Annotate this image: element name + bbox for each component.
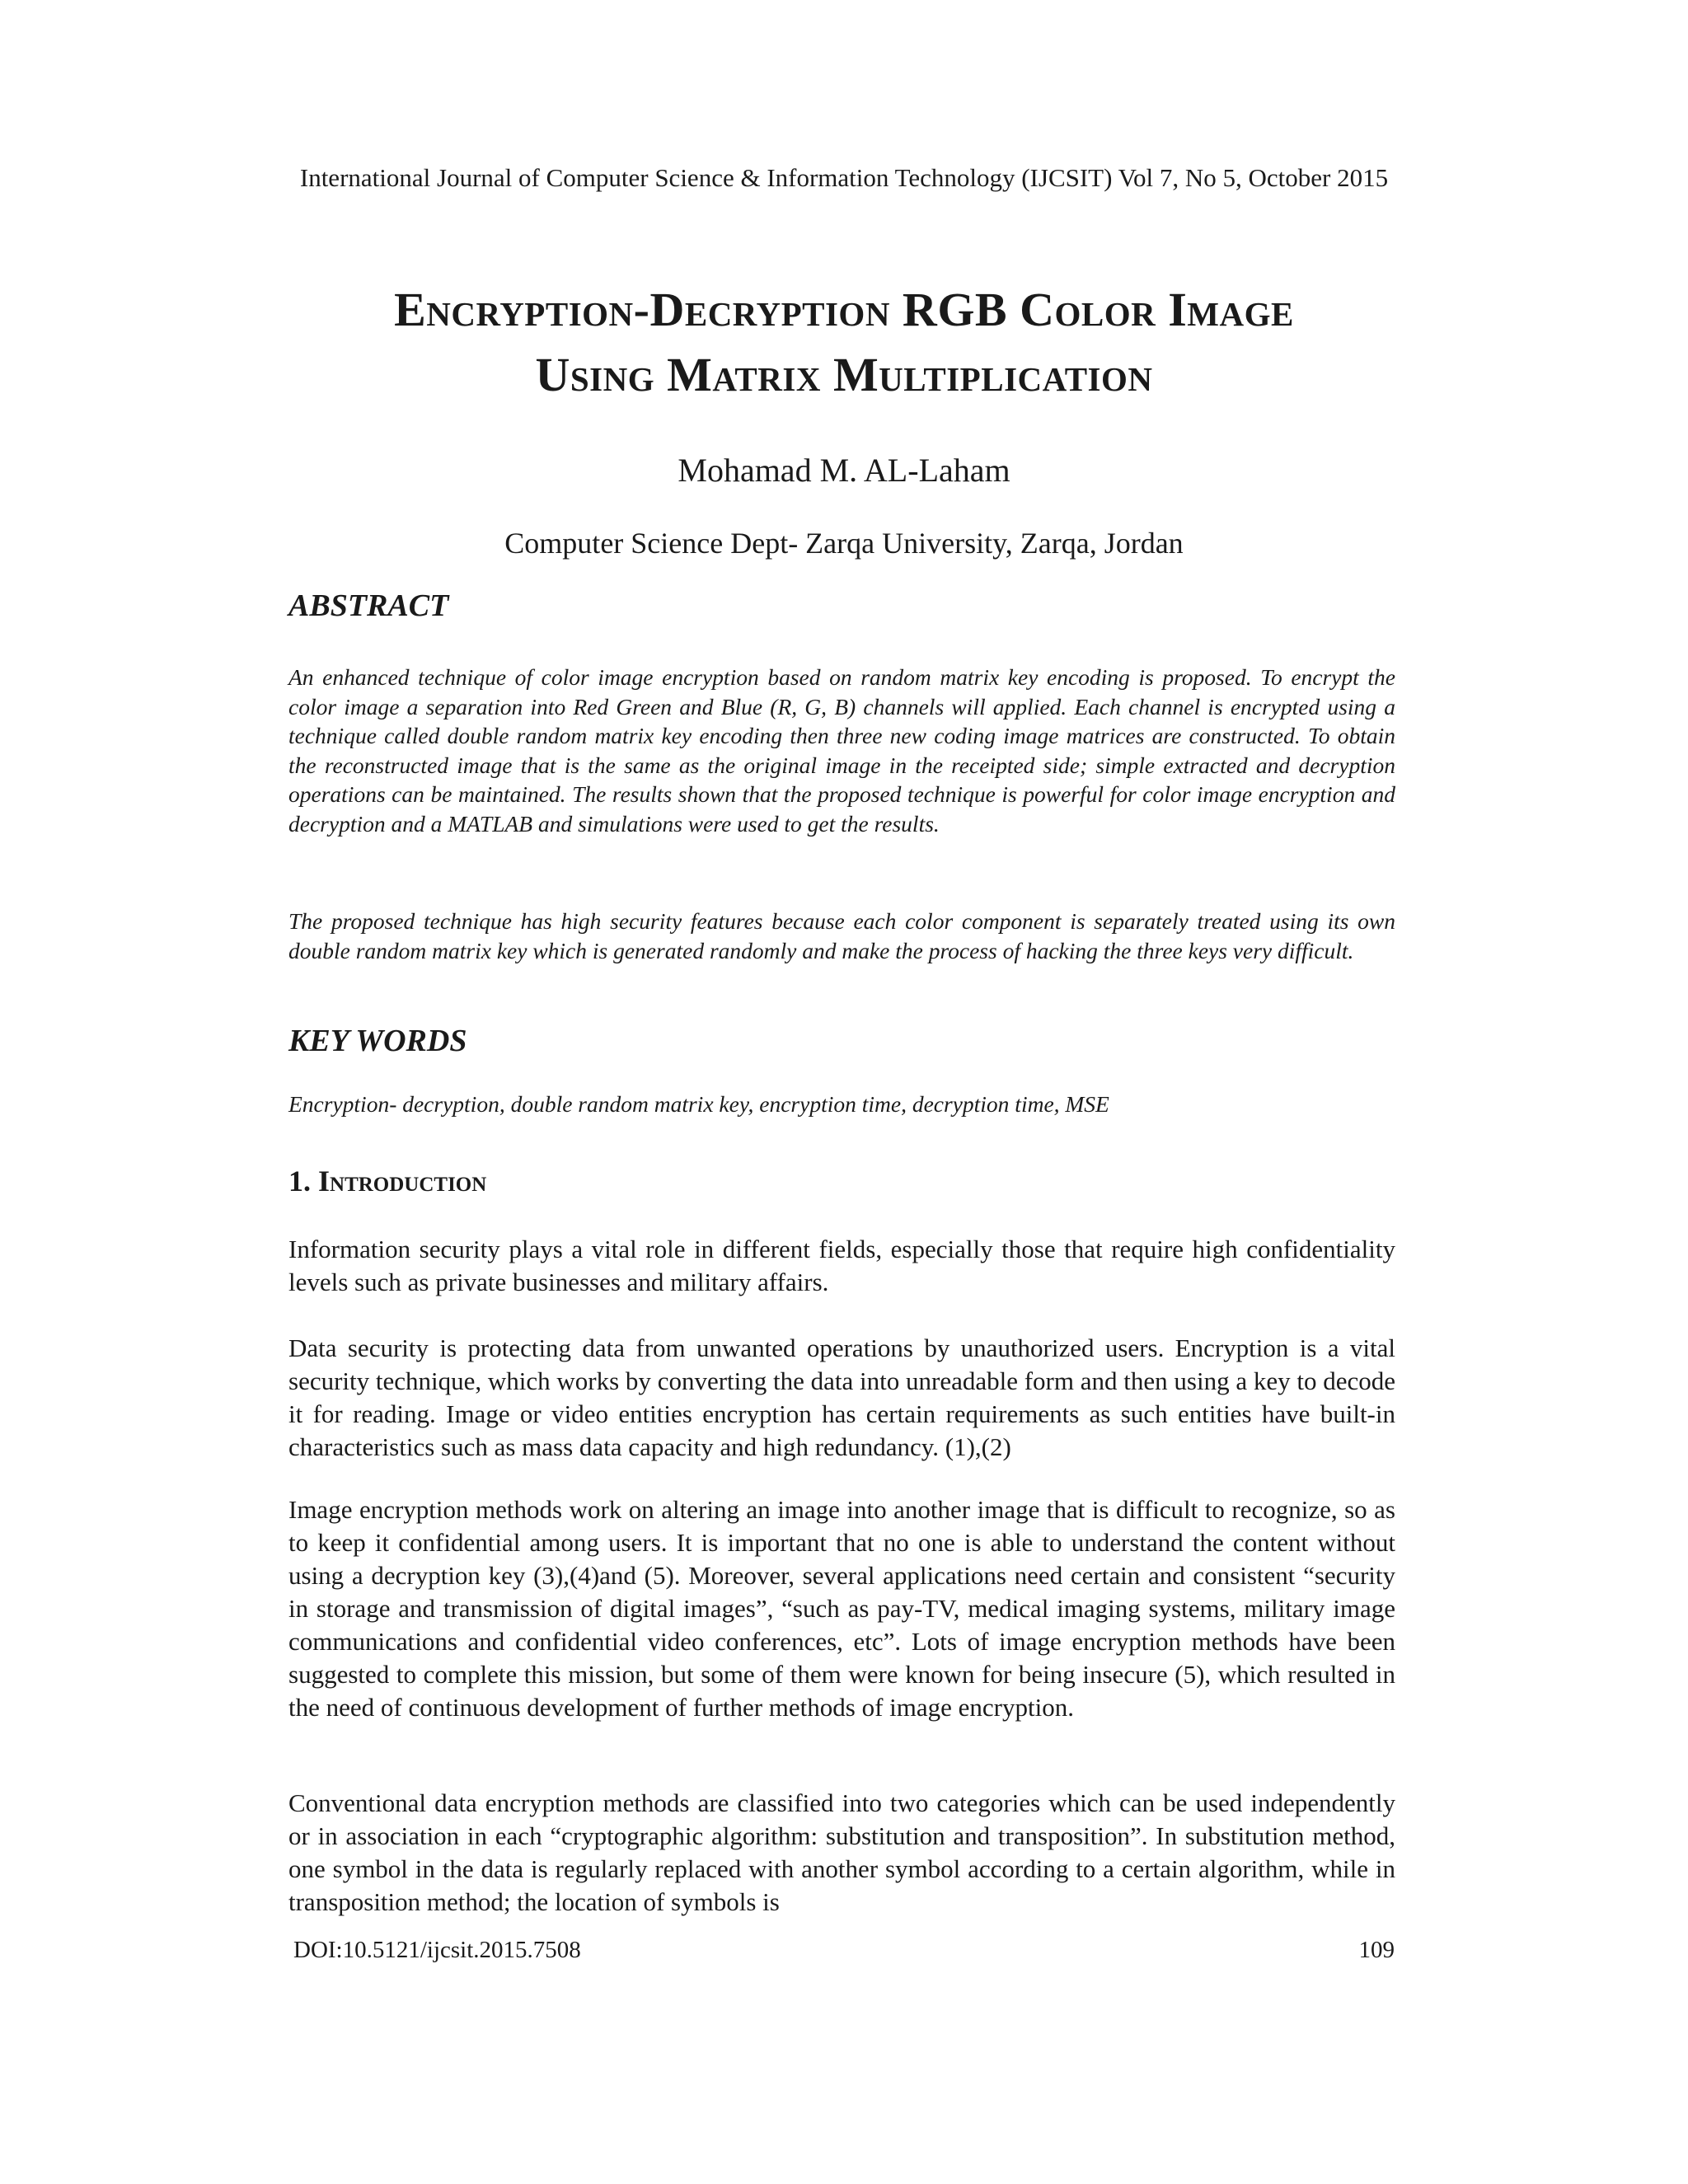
abstract-paragraph-1: An enhanced technique of color image encryption based on random matrix key encoding is proposed. To encrypt the color image a separation into Red Green and Blue (R, G, B) channels will applied. Each channel is encrypted using a technique called double random matrix key encoding then three new coding image matrices are constructed. To obtain the reconstructed image that is the same as the original image in the receipted side; simple extracted and decryption operations can be maintained. The results shown that the proposed technique is powerful for color image encryption and decryption and a MATLAB and simulations were used to get the results.: [288, 664, 1395, 837]
intro-paragraph-1: Information security plays a vital role in different fields, especially those that require high confidentiality levels such as private businesses and military affairs.: [288, 1235, 1395, 1296]
page-number: 109: [1358, 1937, 1395, 1963]
section-number: 1.: [288, 1165, 311, 1197]
intro-paragraph-2: Data security is protecting data from unwanted operations by unauthorized users. Encryption is a vital security technique, which works by converting the data into unreadable form and then using a key to decode it for reading. Image or video entities encryption has certain requirements as such entities have built-in characteristics such as mass data capacity and high redundancy. (1),(2): [288, 1333, 1395, 1461]
doi: DOI:10.5121/ijcsit.2015.7508: [293, 1937, 581, 1963]
keywords-heading: KEY WORDS: [288, 1024, 467, 1058]
author-name: Mohamad M. AL-Laham: [678, 452, 1010, 489]
keywords-text: Encryption- decryption, double random matrix key, encryption time, decryption time, MSE: [288, 1091, 1109, 1117]
journal-header: International Journal of Computer Science & Information Technology (IJCSIT) Vol 7, No 5, October 2015: [299, 163, 1389, 192]
abstract-paragraph-2: The proposed technique has high security features because each color component is separately treated using its own double random matrix key which is generated randomly and make the process of hacking the three keys very difficult.: [288, 908, 1395, 963]
author-affiliation: Computer Science Dept- Zarqa University, Zarqa, Jordan: [504, 527, 1184, 560]
intro-paragraph-4: Conventional data encryption methods are classified into two categories which can be used independently or in association in each “cryptographic algorithm: substitution and transposition”. In substitution method, one symbol in the data is regularly replaced with another symbol according to a certain algorithm, while in transposition method; the location of symbols is: [288, 1788, 1395, 1916]
abstract-heading: ABSTRACT: [288, 588, 449, 623]
paper-title: [0, 277, 1688, 407]
intro-paragraph-3: Image encryption methods work on altering an image into another image that is difficult to recognize, so as to keep it confidential among users. It is important that no one is able to understand the content without using a decryption key (3),(4)and (5). Moreover, several applications need certain and consistent “security in storage and transmission of digital images”, “such as pay-TV, medical imaging systems, military image communications and confidential video conferences, etc”. Lots of image encryption methods have been suggested to complete this mission, but some of them were known for being insecure (5), which resulted in the need of continuous development of further methods of image encryption.: [288, 1495, 1395, 1722]
introduction-heading: [288, 1162, 486, 1200]
title-line-2: Using Matrix Multiplication: [535, 348, 1153, 401]
section-title: Introduction: [318, 1165, 487, 1197]
title-line-1: Encryption-Decryption RGB Color Image: [394, 283, 1294, 336]
